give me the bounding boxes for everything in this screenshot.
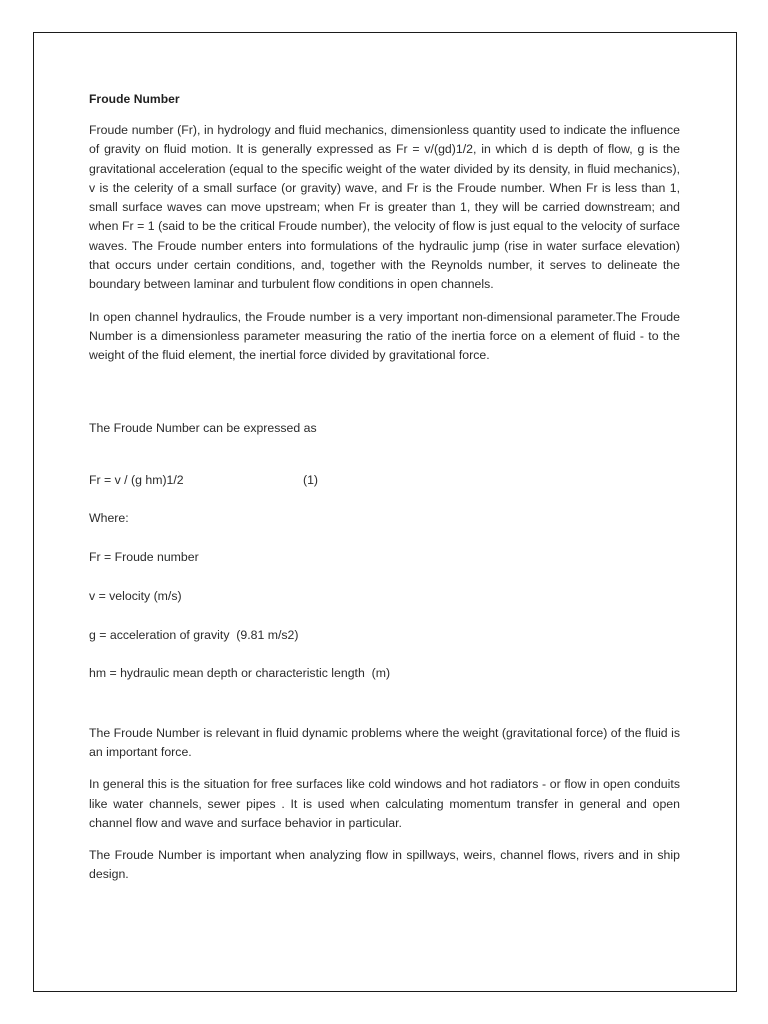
- formula-expression: Fr = v / (g hm)1/2: [89, 472, 184, 487]
- spacer-before-expression-lead: [89, 379, 680, 419]
- page-title: Froude Number: [89, 92, 180, 106]
- paragraph-intro-1: Froude number (Fr), in hydrology and fluid mechanics, dimensionless quantity used to indicate the influence of gravity on fluid motion. It is generally expressed as Fr = v/(gd)1/2, in which d is depth of flow, g is the gravitational acceleration (equal to the specific weight of the water divided by its density, in fluid mechanics), v is the celerity of a small surface (or gravity) wave, and Fr is the Froude number. When Fr is less than 1, small surface waves can move upstream; when Fr is greater than 1, they will be carried downstream; and when Fr = 1 (said to be the critical Froude number), the velocity of flow is just equal to the velocity of surface waves. The Froude number enters into formulations of the hydraulic jump (rise in water surface elevation) that occurs under certain conditions, and, together with the Reynolds number, it serves to delineate the boundary between laminar and turbulent flow conditions in open channels.: [89, 123, 680, 292]
- paragraph-outro-1: The Froude Number is relevant in fluid dynamic problems where the weight (gravitational force) of the fluid is an important force.: [89, 725, 680, 759]
- expression-lead-text: The Froude Number can be expressed as: [89, 420, 317, 435]
- definition-list: [89, 548, 680, 684]
- definition-item: Fr = Froude number: [89, 549, 199, 564]
- document-content: [89, 90, 680, 885]
- document-page: [33, 32, 737, 992]
- spacer-before-outro: [89, 684, 680, 724]
- formula-number: (1): [303, 472, 319, 487]
- where-label: Where:: [89, 511, 129, 526]
- formula-row: [89, 471, 680, 490]
- definition-item: g = acceleration of gravity (9.81 m/s2): [89, 627, 299, 642]
- paragraph-outro-3: The Froude Number is important when analyzing flow in spillways, weirs, channel flows, rivers and in ship design.: [89, 848, 680, 882]
- paragraph-intro-2: In open channel hydraulics, the Froude number is a very important non-dimensional parameter.The Froude Number is a dimensionless parameter measuring the ratio of the inertia force on a element of fluid - to the weight of the fluid element, the inertial force divided by gravitational force.: [89, 309, 680, 363]
- definition-item: hm = hydraulic mean depth or characteristic length (m): [89, 666, 391, 681]
- definition-item: v = velocity (m/s): [89, 588, 182, 603]
- spacer-before-formula: [89, 438, 680, 471]
- paragraph-outro-2: In general this is the situation for free surfaces like cold windows and hot radiators - or flow in open conduits like water channels, sewer pipes . It is used when calculating momentum transfer in general and open channel flow and wave and surface behavior in particular.: [89, 777, 680, 830]
